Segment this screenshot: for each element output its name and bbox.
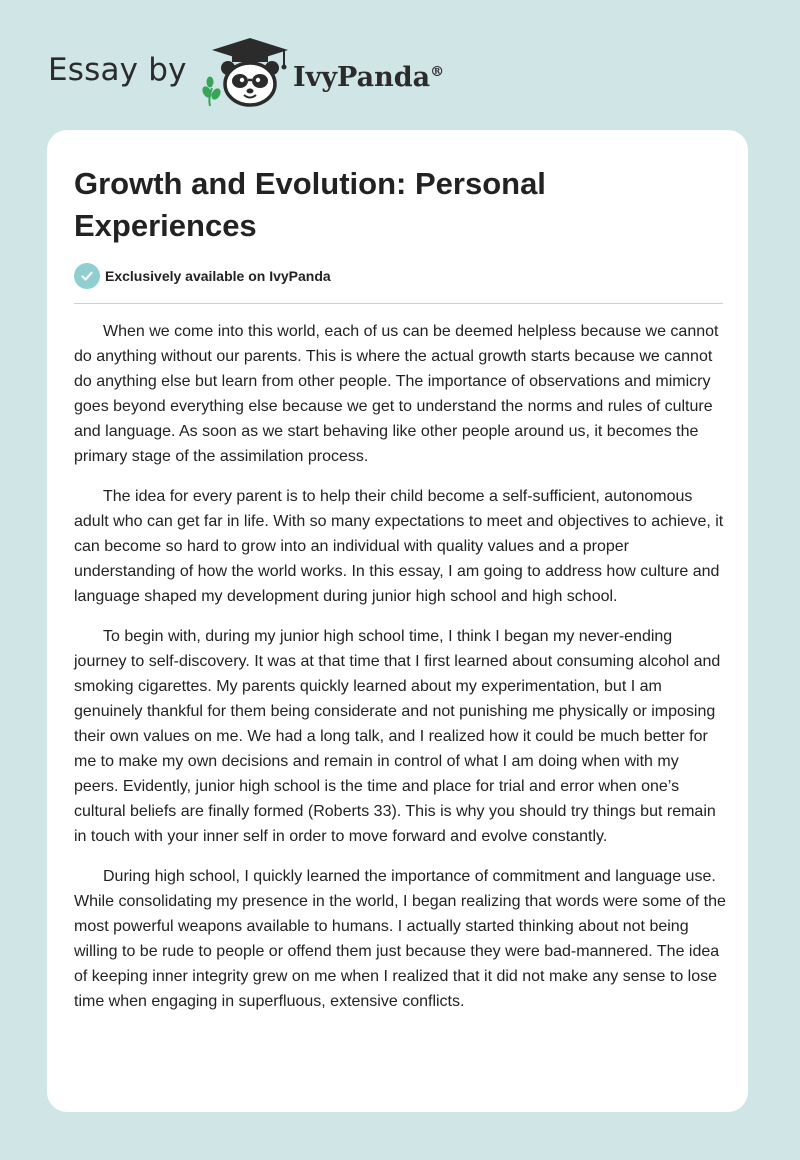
site-header xyxy=(0,0,800,120)
exclusive-badge xyxy=(74,263,331,289)
essay-card xyxy=(47,130,748,1112)
brand-prefix: Essay by xyxy=(48,52,187,88)
paragraph: The idea for every parent is to help their child become a self-sufficient, autonomous adult who can get far in life. With so many expectations to meet and objectives to achieve, it can become so hard to grow into an individual with quality values and a proper understanding of how the world works. In this essay, I am going to address how culture and language shaped my development during junior high school and high school. xyxy=(74,488,724,605)
brand-name-text: IvyPanda xyxy=(293,62,431,93)
divider xyxy=(74,303,723,304)
brand-name[interactable] xyxy=(293,54,444,96)
essay-body xyxy=(74,319,726,1029)
check-circle-icon xyxy=(74,263,100,289)
paragraph: During high school, I quickly learned the importance of commitment and language use. While consolidating my presence in the world, I began realizing that words were some of the most powerful weapons available to humans. I actually started thinking about not being willing to be rude to people or offend them just because they were bad-mannered. The idea of keeping inner integrity grew on me when I realized that it did not make any sense to lose time when engaging in superfluous, extensive conflicts. xyxy=(74,868,726,1010)
paragraph: When we come into this world, each of us can be deemed helpless because we cannot do anything without our parents. This is where the actual growth starts because we cannot do anything else but learn from other people. The importance of observations and mimicry goes beyond everything else because we get to understand the norms and rules of culture and language. As soon as we start behaving like other people around us, it becomes the primary stage of the assimilation process. xyxy=(74,323,719,465)
panda-graduate-logo-icon[interactable] xyxy=(198,36,294,108)
paragraph: To begin with, during my junior high school time, I think I began my never-ending journey to self-discovery. It was at that time that I first learned about consuming alcohol and smoking cigarettes. My parents quickly learned about my experimentation, but I am genuinely thankful for them being considerate and not punishing me physically or imposing their own values on me. We had a long talk, and I realized how it could be much better for me to make my own decisions and remain in control of what I am doing when with my peers. Evidently, junior high school is the time and place for trial and error when one’s cultural beliefs are finally formed (Roberts 33). This is why you should try things but remain in touch with your inner self in order to move forward and evolve constantly. xyxy=(74,628,721,845)
essay-title: Growth and Evolution: Personal Experiences xyxy=(74,166,546,243)
registered-mark: ® xyxy=(430,64,445,80)
exclusive-badge-label: Exclusively available on IvyPanda xyxy=(105,268,331,284)
